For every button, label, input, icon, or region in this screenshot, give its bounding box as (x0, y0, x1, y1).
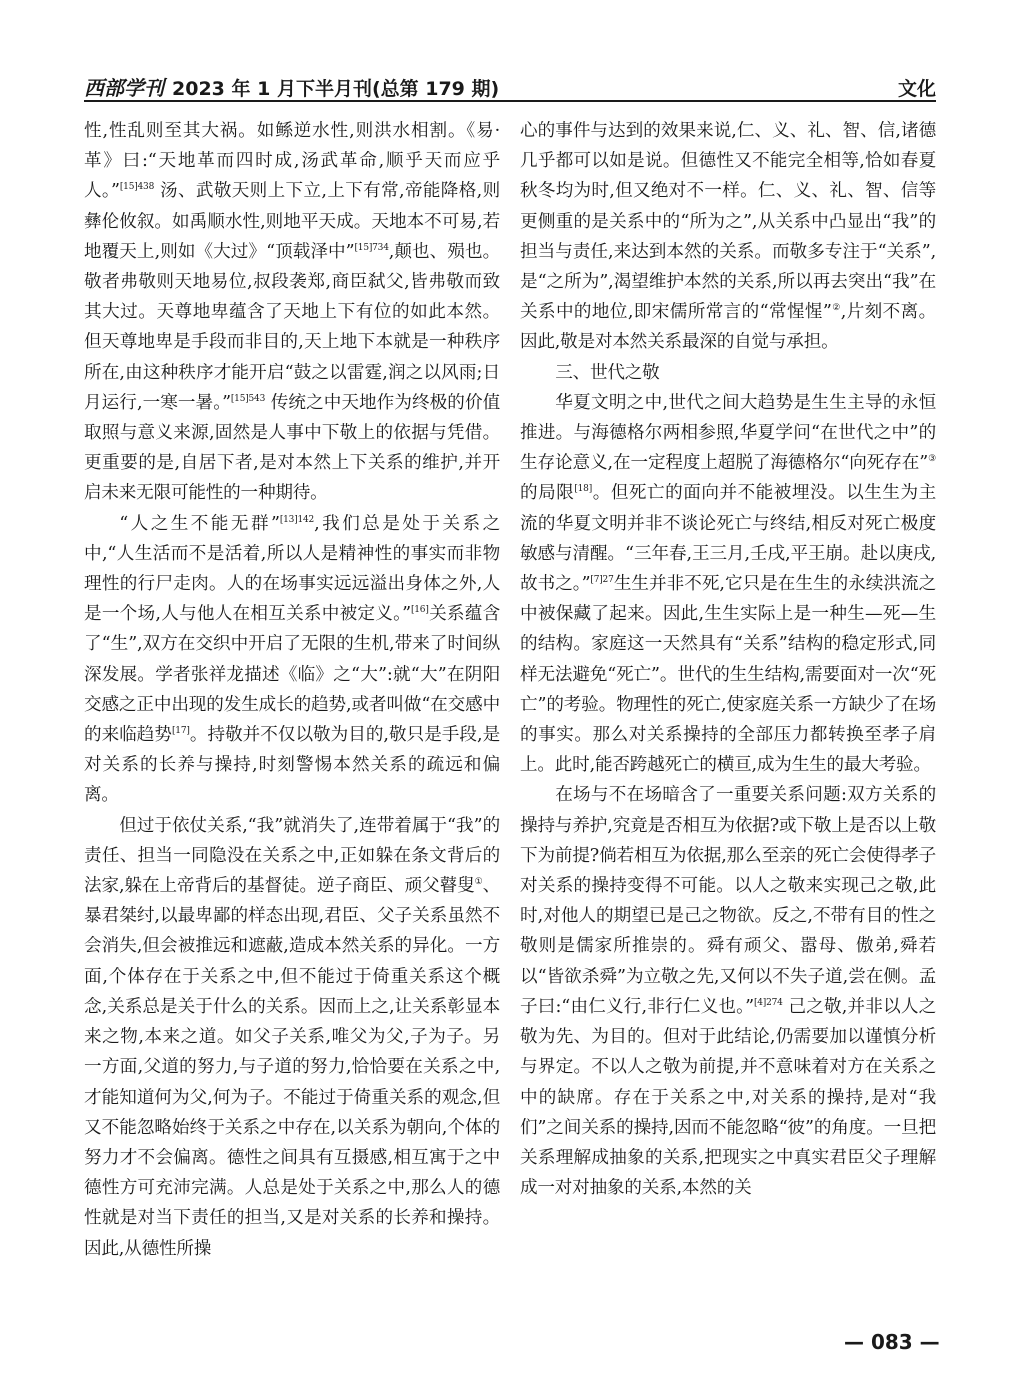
citation-marker: ① (474, 877, 483, 888)
citation-marker: [15]438 (119, 182, 155, 193)
body-paragraph: 但过于依仗关系,“我”就消失了,连带着属于“我”的责任、担当一同隐没在关系之中,正如躲在条文背后的法家,躲在上帝背后的基督徒。逆子商臣、顽父瞽叟①、暴君桀纣,以最卑鄙的样态出现,君臣、父子关系虽然不会消失,但会被推远和遮蔽,造成本然关系的异化。一方面,个体存在于关系之中,但不能过于倚重关系这个概念,关系总是关于什么的关系。因而上之,让关系彰显本来之物,本来之道。如父子关系,唯父为父,子为子。另一方面,父道的努力,与子道的努力,恰恰要在关系之中,才能知道何为父,何为子。不能过于倚重关系的观念,但又不能忽略始终于关系之中存在,以关系为朝向,个体的努力才不会偏离。德性之间具有互摄感,相互寓于之中德性方可充沛完满。人总是处于关系之中,那么人的德性就是对当下责任的担当,又是对关系的长养和操持。因此,从德性所操 (84, 815, 500, 1259)
journal-logo: 西部学刊 (84, 76, 164, 100)
left-column (84, 116, 500, 1312)
citation-marker: [4]274 (753, 998, 783, 1009)
citation-marker: [15]543 (230, 393, 266, 404)
section-heading: 三、世代之敬 (555, 362, 660, 383)
citation-marker: [7]27 (590, 575, 614, 586)
body-paragraph-continued: 性,性乱则至其大祸。如鲧逆水性,则洪水相割。《易·革》曰:“天地革而四时成,汤武革命,顺乎天而应乎人。”$^{[15]438}$ 汤、武敬天则上下立,上下有常,帝能降格,则彝伦攸叙。如禹顺水性,则地平天成。天地本不可易,若地覆天上,则如《大过》“顶载泽中”$^{[15]734}$,颠也、殒也。敬者弗敬则天地易位,叔段袭郑,商臣弑父,皆弗敬而致其大过。天尊地卑蕴含了天地上下有位的如此本然。但天尊地卑是手段而非目的,天上地下本就是一种秩序所在,由这种秩序才能开启“鼓之以雷霆,润之以风雨;日月运行,一寒一暑。”$^{[15]543}$ 传统之中天地作为终极的价值取照与意义来源,固然是人事中下敬上的依据与凭借。更重要的是,自居下者,是对本然上下关系的维护,并开启未来无限可能性的一种期待。 (84, 121, 500, 504)
right-column (520, 116, 936, 1312)
page-number: — 083 — (844, 1330, 940, 1354)
issue-info: 2023 年 1 月下半月刊(总第 179 期) (172, 78, 500, 100)
body-paragraph: “人之生不能无群”$^{[13]142}$,我们总是处于关系之中,“人生活而不是活着,所以人是精神性的事实而非物理性的行尸走肉。人的在场事实远远溢出身体之外,人是一个场,人与他人在相互关系中被定义。”[16]关系蕴含了“生”,双方在交织中开启了无限的生机,带来了时间纵深发展。学者张祥龙描述《临》之“大”:就“大”在阴阳交感之正中出现的发生成长的趋势,或者叫做“在交感中的来临趋势[17]。持敬并不仅以敬为目的,敬只是手段,是对关系的长养与操持,时刻警惕本然关系的疏远和偏离。 (84, 513, 500, 806)
citation-marker: [13]142 (279, 514, 315, 525)
citation-marker: [18] (574, 484, 593, 495)
page-header (84, 70, 936, 102)
section-title: 文化 (897, 78, 936, 100)
citation-marker: [15]734 (354, 242, 389, 253)
body-paragraph: 华夏文明之中,世代之间大趋势是生生主导的永恒推进。与海德格尔两相参照,华夏学问“在世代之中”的生存论意义,在一定程度上超脱了海德格尔“向死存在”③的局限[18]。但死亡的面向并不能被埋没。以生生为主流的华夏文明并非不谈论死亡与终结,相反对死亡极度敏感与清醒。“三年春,王三月,壬戌,平王崩。赴以庚戌,故书之。”$^{[7]27}$生生并非不死,它只是在生生的永续洪流之中被保藏了起来。因此,生生实际上是一种生—死—生的结构。家庭这一天然具有“关系”结构的稳定形式,同样无法避免“死亡”。世代的生生结构,需要面对一次“死亡”的考验。物理性的死亡,使家庭关系一方缺少了在场的事实。那么对关系操持的全部压力都转换至孝子肩上。此时,能否跨越死亡的横亘,成为生生的最大考验。 (520, 392, 936, 776)
body-paragraph: 在场与不在场暗含了一重要关系问题:双方关系的操持与养护,究竟是否相互为依据?或下敬上是否以上敬下为前提?倘若相互为依据,那么至亲的死亡会使得孝子对关系的操持变得不可能。以人之敬来实现己之敬,此时,对他人的期望已是己之物欲。反之,不带有目的性之敬则是儒家所推崇的。舜有顽父、嚣母、傲弟,舜若以“皆欲杀舜”为立敬之先,又何以不失子道,尝在侧。孟子曰:“由仁义行,非行仁义也。”$^{[4]274}$ 己之敬,并非以人之敬为先、为目的。但对于此结论,仍需要加以谨慎分析与界定。不以人之敬为前提,并不意味着对方在关系之中的缺席。存在于关系之中,对关系的操持,是对“我们”之间关系的操持,因而不能忽略“彼”的角度。一旦把关系理解成抽象的关系,把现实之中真实君臣父子理解成一对对抽象的关系,本然的关 (520, 785, 936, 1199)
citation-marker: [16] (410, 605, 429, 616)
citation-marker: ② (831, 303, 841, 314)
body-paragraph-continued: 心的事件与达到的效果来说,仁、义、礼、智、信,诸德几乎都可以如是说。但德性又不能完全相等,恰如春夏秋冬均为时,但又绝对不一样。仁、义、礼、智、信等更侧重的是关系中的“所为之”,从关系中凸显出“我”的担当与责任,来达到本然的关系。而敬多专注于“关系”,是“之所为”,渴望维护本然的关系,所以再去突出“我”在关系中的地位,即宋儒所常言的“常惺惺”②,片刻不离。因此,敬是对本然关系最深的自觉与承担。 (520, 121, 936, 353)
citation-marker: [17] (171, 726, 190, 737)
citation-marker: ③ (928, 454, 936, 465)
